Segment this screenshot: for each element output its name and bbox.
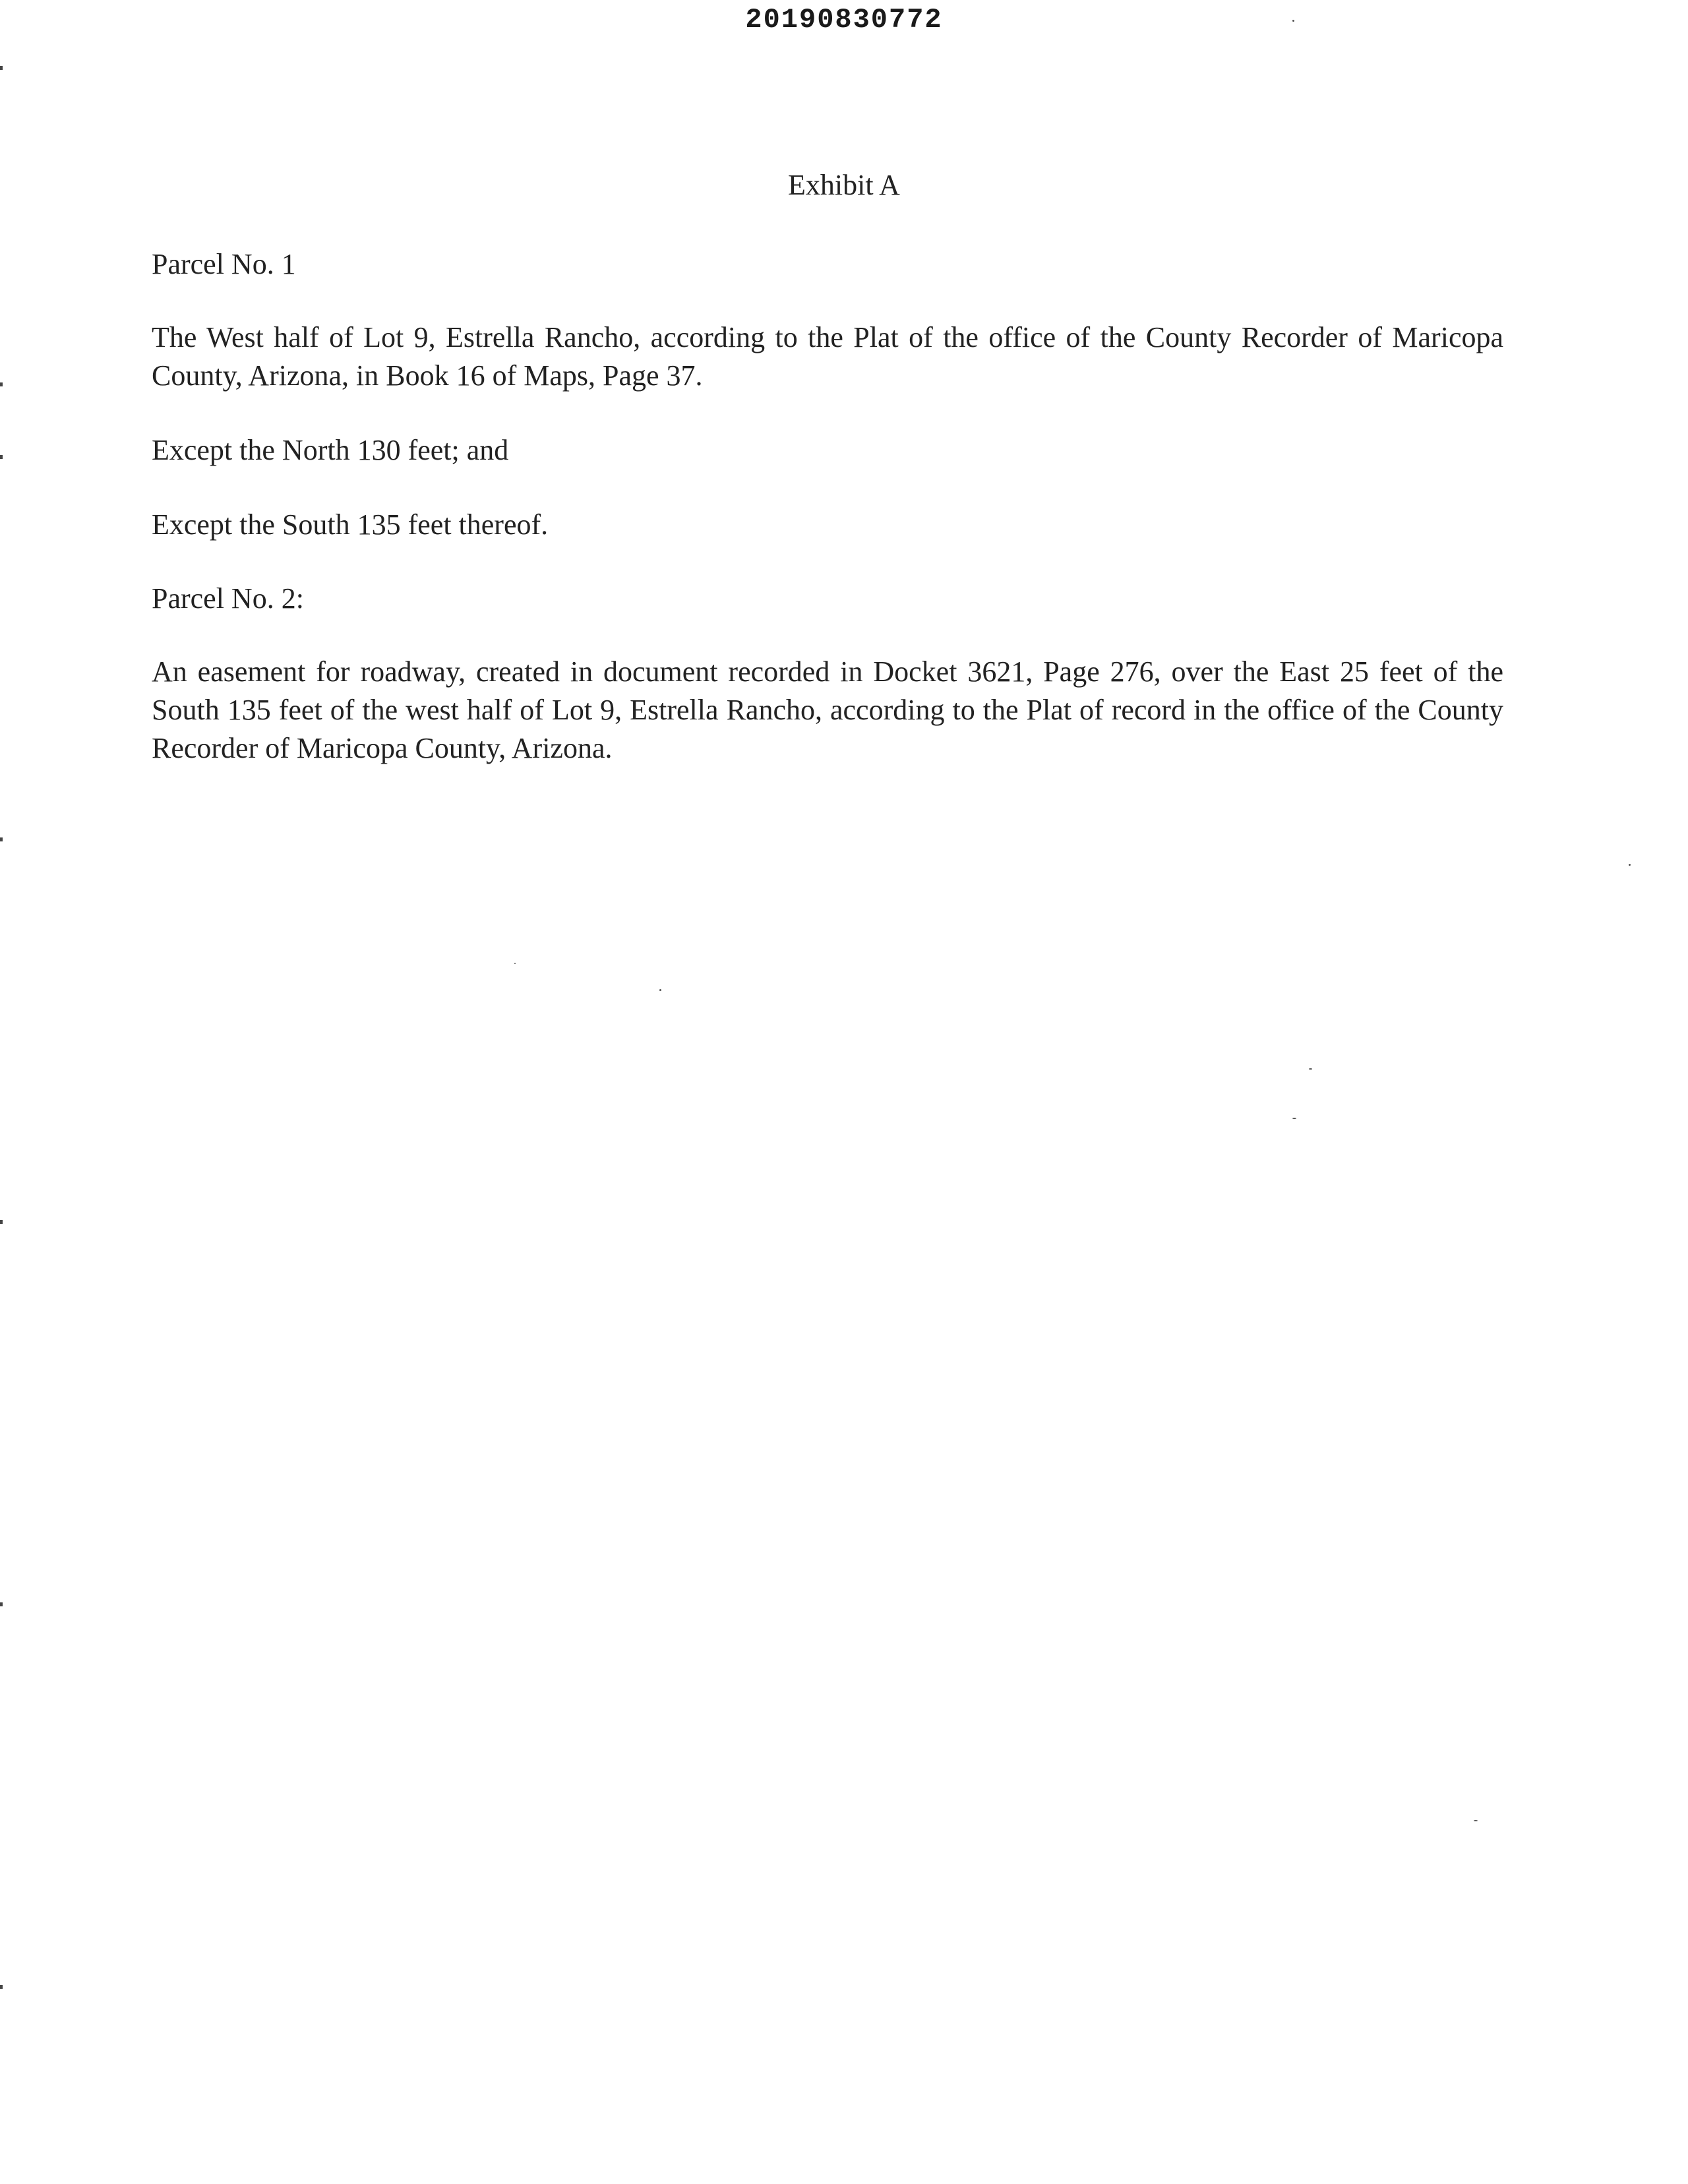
parcel-1-exception-south: Except the South 135 feet thereof. (152, 508, 549, 541)
scan-edge-mark (0, 66, 3, 70)
parcel-2-heading: Parcel No. 2: (152, 582, 304, 615)
scan-speck (1292, 1118, 1296, 1119)
parcel-1-description: The West half of Lot 9, Estrella Rancho, according to the Plat of the office of the County Recorder of Maricopa County, Arizona, in Book 16 of Maps, Page 37. (152, 321, 1503, 392)
parcel-2-description: An easement for roadway, created in document recorded in Docket 3621, Page 276, over the East 25 feet of the South 135 feet of the west half of Lot 9, Estrella Rancho, according to the Plat of record in the office of the County Recorder of Maricopa County, Arizona. (152, 655, 1503, 764)
scan-edge-mark (0, 837, 3, 841)
scan-edge-mark (0, 1602, 3, 1606)
scan-speck (1629, 864, 1631, 866)
scan-speck (1474, 1820, 1478, 1821)
scan-speck (1292, 20, 1294, 22)
exhibit-title: Exhibit A (788, 169, 900, 201)
parcel-1-exception-north: Except the North 130 feet; and (152, 434, 509, 466)
recording-number: 20190830772 (745, 4, 943, 36)
scan-edge-mark (0, 382, 3, 386)
scan-speck (659, 989, 661, 991)
scan-edge-mark (0, 1220, 3, 1224)
scan-speck (1309, 1068, 1312, 1070)
scan-edge-mark (0, 1985, 3, 1989)
scan-edge-mark (0, 455, 3, 459)
parcel-1-heading: Parcel No. 1 (152, 248, 296, 280)
scan-speck (514, 963, 516, 964)
